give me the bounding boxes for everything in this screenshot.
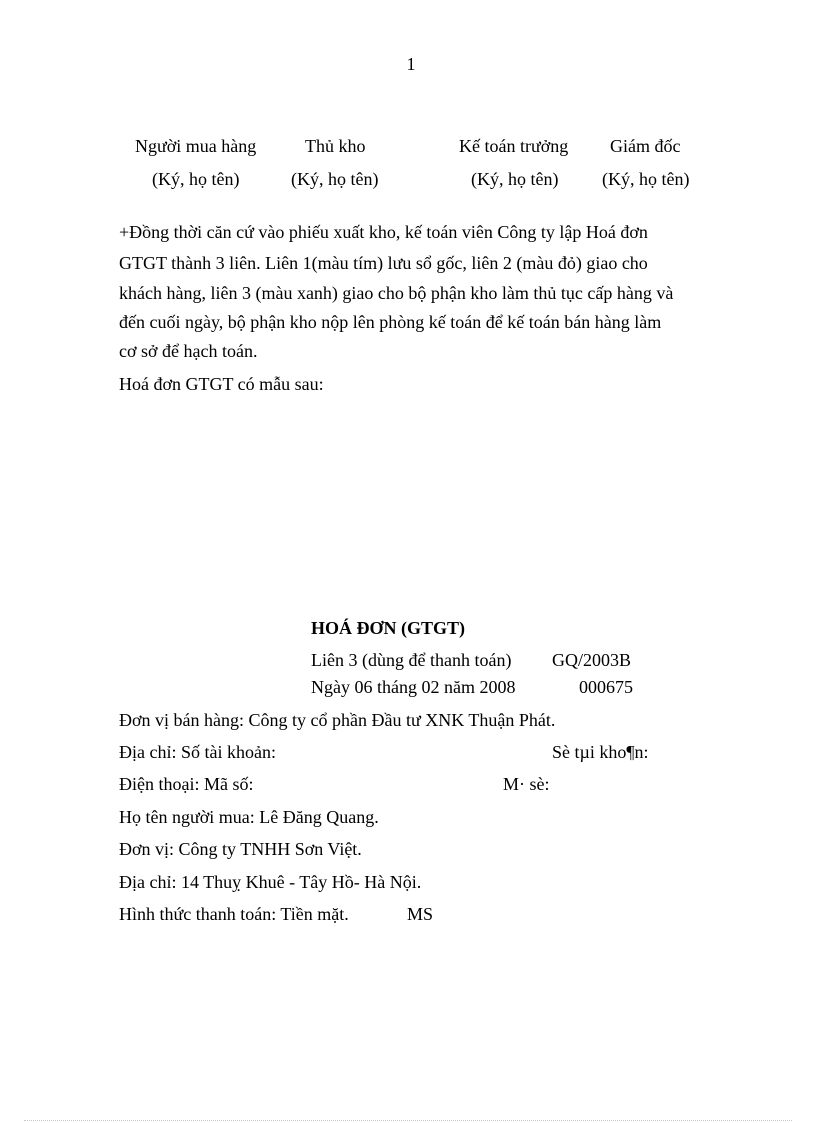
paragraph-line: khách hàng, liên 3 (màu xanh) giao cho bộ phận kho làm thủ tục cấp hàng và [119, 283, 674, 303]
invoice-phone-tax: Điện thoại: Mã số: [119, 774, 254, 794]
signature-title-chief-accountant: Kế toán trưởng [459, 136, 569, 156]
paragraph-intro: Hoá đơn GTGT có mẫu sau: [119, 374, 324, 394]
invoice-serial: 000675 [579, 677, 633, 697]
invoice-seller: Đơn vị bán hàng: Công ty cổ phần Đầu tư XNK Thuận Phát. [119, 710, 556, 730]
invoice-payment-code: MS [407, 904, 434, 924]
invoice-address-account: Địa chỉ: Số tài khoản: [119, 742, 276, 762]
invoice-extra-right-2: M· sè: [503, 774, 550, 794]
invoice-copy: Liên 3 (dùng để thanh toán) [311, 650, 512, 670]
invoice-date: Ngày 06 tháng 02 năm 2008 [311, 677, 516, 697]
page-number: 1 [406, 54, 416, 74]
invoice-buyer-address: Địa chỉ: 14 Thuỵ Khuê - Tây Hồ- Hà Nội. [119, 872, 422, 892]
paragraph-line: +Đồng thời căn cứ vào phiếu xuất kho, kế toán viên Công ty lập Hoá đơn [119, 222, 648, 242]
signature-note-buyer: (Ký, họ tên) [152, 169, 240, 189]
invoice-title: HOÁ ĐƠN (GTGT) [311, 618, 466, 638]
invoice-form-code: GQ/2003B [552, 650, 632, 670]
paragraph-line: GTGT thành 3 liên. Liên 1(màu tím) lưu sổ gốc, liên 2 (màu đỏ) giao cho [119, 253, 648, 273]
signature-note-chief-accountant: (Ký, họ tên) [471, 169, 559, 189]
invoice-buyer-name: Họ tên người mua: Lê Đăng Quang. [119, 807, 379, 827]
invoice-payment: Hình thức thanh toán: Tiền mặt. [119, 904, 349, 924]
signature-title-buyer: Người mua hàng [135, 136, 257, 156]
invoice-buyer-unit: Đơn vị: Công ty TNHH Sơn Việt. [119, 839, 362, 859]
invoice-extra-right-1: Sè tµi kho¶n: [552, 742, 649, 762]
page-bottom-divider [24, 1120, 792, 1121]
signature-note-director: (Ký, họ tên) [602, 169, 690, 189]
paragraph-line: cơ sở để hạch toán. [119, 341, 258, 361]
signature-title-director: Giám đốc [610, 136, 681, 156]
paragraph-line: đến cuối ngày, bộ phận kho nộp lên phòng kế toán để kế toán bán hàng làm [119, 312, 662, 332]
signature-title-storekeeper: Thủ kho [305, 136, 366, 156]
signature-note-storekeeper: (Ký, họ tên) [291, 169, 379, 189]
